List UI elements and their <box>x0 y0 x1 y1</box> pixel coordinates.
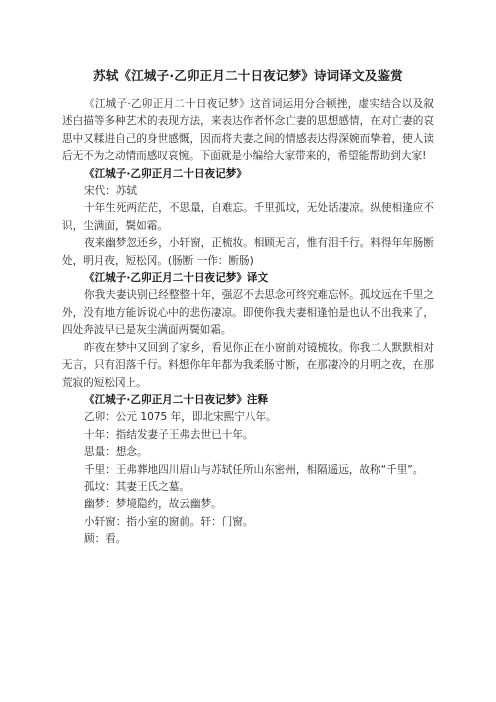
note-item: 孤坟：其妻王氏之墓。 <box>84 480 190 493</box>
heading-translation: 《江城子·乙卯正月二十日夜记梦》译文 <box>84 272 269 285</box>
paragraph-author: 宋代：苏轼 <box>84 185 137 198</box>
paragraph-translation-1: 你我夫妻诀别已经整整十年，强忍不去思念可终究难忘怀。孤坟远在千里之外，没有地方能诉说心中的悲伤凄凉。即使你我夫妻相逢怕是也认不出我来了，四处奔波早已是灰尘满面两鬓如霜。 <box>62 289 434 337</box>
paragraph-intro: 《江城子·乙卯正月二十日夜记梦》这首词运用分合顿挫，虚实结合以及叙述白描等多种艺术的表现方法，来表达作者怀念亡妻的思想感情，在对亡妻的哀思中又糅进自己的身世感慨，因而将夫妻之间的情感表达得深婉而挚着，使人读后无不为之动情而感叹哀惋。下面就是小编给大家带来的，希望能帮助到大家! <box>62 98 434 163</box>
document-title: 苏轼《江城子·乙卯正月二十日夜记梦》诗词译文及鉴赏 <box>93 68 403 83</box>
note-item: 乙卯：公元 1075 年，即北宋熙宁八年。 <box>84 411 277 424</box>
heading-poem: 《江城子·乙卯正月二十日夜记梦》 <box>84 167 247 180</box>
paragraph-translation-2: 昨夜在梦中又回到了家乡，看见你正在小窗前对镜梳妆。你我二人默默相对无言，只有泪落千行。料想你年年都为我柔肠寸断，在那凄冷的月明之夜，在那荒寂的短松冈上。 <box>62 341 434 389</box>
heading-notes: 《江城子·乙卯正月二十日夜记梦》注释 <box>84 393 269 406</box>
document-body <box>62 96 434 549</box>
note-item: 顾：看。 <box>84 533 127 546</box>
note-item: 思量：想念。 <box>84 446 148 459</box>
paragraph-poem-part2: 夜来幽梦忽还乡，小轩窗，正梳妆。相顾无言，惟有泪千行。料得年年肠断处，明月夜，短松冈。(肠断 一作：断肠) <box>62 237 434 267</box>
note-item: 千里：王弗葬地四川眉山与苏轼任所山东密州，相隔遥远，故称“千里”。 <box>84 463 424 476</box>
note-item: 小轩窗：指小室的窗前。轩：门窗。 <box>84 515 254 528</box>
note-item: 幽梦：梦境隐约，故云幽梦。 <box>84 498 222 511</box>
paragraph-poem-part1: 十年生死两茫茫，不思量，自难忘。千里孤坟，无处话凄凉。纵使相逢应不识，尘满面，鬓如霜。 <box>62 202 434 232</box>
note-item: 十年：指结发妻子王弗去世已十年。 <box>84 428 254 441</box>
